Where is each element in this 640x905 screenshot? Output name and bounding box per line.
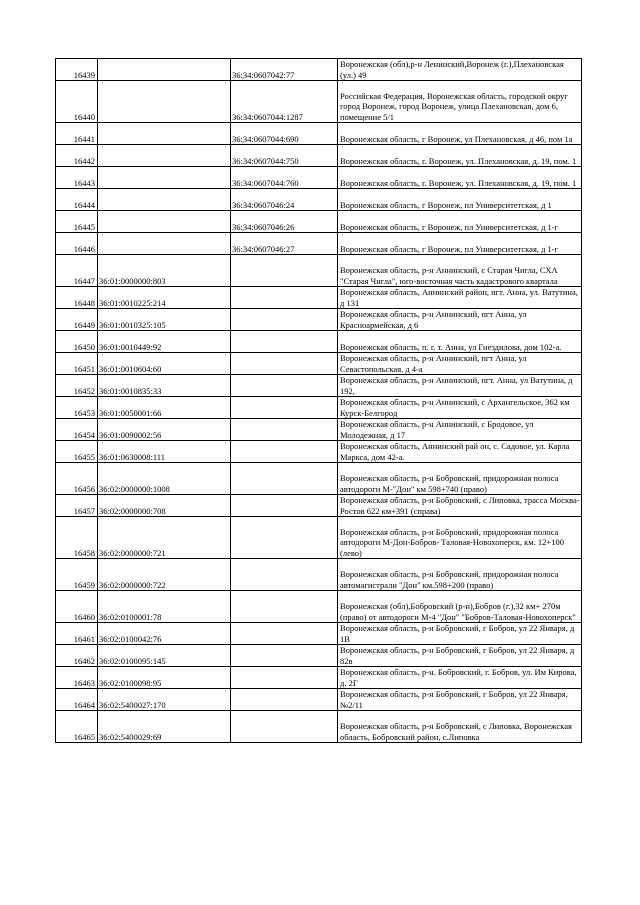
- cadastral-number-alt-cell: 36:34:0607046:26: [231, 211, 338, 233]
- cadastral-number-cell: [98, 145, 231, 167]
- row-number-cell: 16446: [56, 233, 98, 255]
- cadastral-number-cell: [98, 211, 231, 233]
- cadastral-number-cell: [98, 233, 231, 255]
- address-cell: Воронежская (обл),Бобровский (р-н),Бобров (г.),32 км+ 270м (право) от автодороги М-4 "Дон" "Бобров-Таловая-Новохоперск": [338, 591, 582, 623]
- cadastral-number-cell: 36:02:5400029:69: [98, 711, 231, 743]
- table-row: [56, 375, 582, 397]
- address-cell: Воронежская область, Аннинский рай он, с. Садовое, ул. Карла Маркса, дом 42-а.: [338, 441, 582, 463]
- cadastral-number-cell: 36:01:0010325:105: [98, 309, 231, 331]
- address-cell: Воронежская область, г. Воронеж, ул. Плехановская, д. 19, пом. 1: [338, 167, 582, 189]
- table-row: [56, 189, 582, 211]
- cadastral-number-cell: 36:01:0010604:60: [98, 353, 231, 375]
- cadastral-number-cell: 36:02:0000000:708: [98, 495, 231, 517]
- row-number-cell: 16440: [56, 81, 98, 123]
- row-number-cell: 16445: [56, 211, 98, 233]
- cadastral-number-alt-cell: 36:34:0607042:77: [231, 59, 338, 81]
- cadastral-number-cell: 36:02:0100001:78: [98, 591, 231, 623]
- cadastral-number-alt-cell: [231, 517, 338, 559]
- table-row: [56, 645, 582, 667]
- address-cell: Воронежская область, р-н Аннинский, пгт Анна, ул Красноармейская, д 6: [338, 309, 582, 331]
- cadastral-number-cell: 36:02:0100042:76: [98, 623, 231, 645]
- cadastral-number-cell: 36:02:0100098:95: [98, 667, 231, 689]
- address-cell: Воронежская область, р-н. Бобровский, г. Бобров, ул. Им Кирова, д. 2Г: [338, 667, 582, 689]
- table-row: [56, 233, 582, 255]
- table-row: [56, 353, 582, 375]
- cadastral-number-cell: 36:01:0010835:33: [98, 375, 231, 397]
- cadastral-number-alt-cell: [231, 591, 338, 623]
- table-row: [56, 59, 582, 81]
- cadastral-number-cell: 36:01:0050001:66: [98, 397, 231, 419]
- cadastral-number-cell: 36:01:0010225:214: [98, 287, 231, 309]
- row-number-cell: 16441: [56, 123, 98, 145]
- row-number-cell: 16460: [56, 591, 98, 623]
- cadastral-number-cell: [98, 59, 231, 81]
- cadastral-number-alt-cell: [231, 419, 338, 441]
- cadastral-number-cell: [98, 189, 231, 211]
- address-cell: Воронежская область, р-н Аннинский, с Старая Чигла, СХА "Старая Чигла", юго-восточная часть кадастрового квартала: [338, 255, 582, 287]
- cadastral-number-alt-cell: [231, 495, 338, 517]
- cadastral-number-alt-cell: [231, 375, 338, 397]
- row-number-cell: 16463: [56, 667, 98, 689]
- cadastral-number-alt-cell: [231, 255, 338, 287]
- address-cell: Воронежская область, г Воронеж, пл Университетская, д 1-г: [338, 233, 582, 255]
- row-number-cell: 16450: [56, 331, 98, 353]
- row-number-cell: 16442: [56, 145, 98, 167]
- row-number-cell: 16448: [56, 287, 98, 309]
- cadastral-number-alt-cell: [231, 667, 338, 689]
- table-row: [56, 623, 582, 645]
- address-cell: Воронежская область, г Воронеж, пл Университетская, д 1-г: [338, 211, 582, 233]
- row-number-cell: 16456: [56, 463, 98, 495]
- table-row: [56, 463, 582, 495]
- table-row: [56, 711, 582, 743]
- row-number-cell: 16464: [56, 689, 98, 711]
- cadastral-number-cell: [98, 167, 231, 189]
- cadastral-number-alt-cell: [231, 287, 338, 309]
- cadastral-number-alt-cell: [231, 623, 338, 645]
- cadastral-number-cell: [98, 81, 231, 123]
- row-number-cell: 16461: [56, 623, 98, 645]
- cadastral-number-alt-cell: 36:34:0607044:1287: [231, 81, 338, 123]
- table-row: [56, 591, 582, 623]
- table-row: [56, 167, 582, 189]
- cadastral-number-cell: 36:02:0000000:722: [98, 559, 231, 591]
- table-row: [56, 495, 582, 517]
- row-number-cell: 16462: [56, 645, 98, 667]
- table-row: [56, 689, 582, 711]
- address-cell: Воронежская область, г Воронеж, ул Плехановская, д 46, пом 1а: [338, 123, 582, 145]
- cadastral-number-cell: 36:01:0630008:111: [98, 441, 231, 463]
- address-cell: Воронежская область, р-н Аннинский, с Архангельское, 362 км Курск-Белгород: [338, 397, 582, 419]
- cadastral-number-alt-cell: [231, 353, 338, 375]
- address-cell: Воронежская область, р-н Бобровский, с Липовка, Воронежская область, Бобровский район, с.Липовка: [338, 711, 582, 743]
- cadastral-number-cell: [98, 123, 231, 145]
- cadastral-number-alt-cell: [231, 309, 338, 331]
- cadastral-number-alt-cell: [231, 645, 338, 667]
- table-row: [56, 309, 582, 331]
- table-row: [56, 667, 582, 689]
- cadastral-number-cell: 36:01:0090002:56: [98, 419, 231, 441]
- row-number-cell: 16457: [56, 495, 98, 517]
- row-number-cell: 16452: [56, 375, 98, 397]
- table-row: [56, 145, 582, 167]
- cadastral-number-cell: 36:02:5400027:170: [98, 689, 231, 711]
- table-row: [56, 559, 582, 591]
- table-row: [56, 81, 582, 123]
- row-number-cell: 16458: [56, 517, 98, 559]
- cadastral-number-alt-cell: 36:34:0607046:27: [231, 233, 338, 255]
- address-cell: Воронежская область, р-н Аннинский, пгт Анна, ул Севастопольская, д 4-а: [338, 353, 582, 375]
- row-number-cell: 16444: [56, 189, 98, 211]
- row-number-cell: 16465: [56, 711, 98, 743]
- registry-table: [55, 58, 582, 743]
- cadastral-number-alt-cell: [231, 711, 338, 743]
- address-cell: Воронежская (обл),р-н Ленинский,Воронеж (г.),Плехановская (ул.) 49: [338, 59, 582, 81]
- row-number-cell: 16449: [56, 309, 98, 331]
- registry-table-body: [56, 59, 582, 743]
- cadastral-number-alt-cell: [231, 441, 338, 463]
- address-cell: Воронежская область, Аннинский район, пгт. Анна, ул. Ватутина, д 131: [338, 287, 582, 309]
- cadastral-number-cell: 36:02:0000000:1008: [98, 463, 231, 495]
- row-number-cell: 16439: [56, 59, 98, 81]
- row-number-cell: 16447: [56, 255, 98, 287]
- address-cell: Воронежская область, г. Воронеж, ул. Плехановская, д. 19, пом. 1: [338, 145, 582, 167]
- table-row: [56, 419, 582, 441]
- cadastral-number-alt-cell: 36:34:0607044:760: [231, 167, 338, 189]
- row-number-cell: 16455: [56, 441, 98, 463]
- table-row: [56, 123, 582, 145]
- row-number-cell: 16453: [56, 397, 98, 419]
- cadastral-number-alt-cell: [231, 689, 338, 711]
- address-cell: Воронежская область, г Воронеж, пл Университетская, д 1: [338, 189, 582, 211]
- cadastral-number-alt-cell: [231, 559, 338, 591]
- cadastral-number-alt-cell: 36:34:0607044:690: [231, 123, 338, 145]
- row-number-cell: 16454: [56, 419, 98, 441]
- address-cell: Воронежская область, р-н Бобровский, г Бобров, ул 22 Января, №2/11: [338, 689, 582, 711]
- cadastral-number-cell: 36:01:0000000:803: [98, 255, 231, 287]
- address-cell: Воронежская область, р-н Аннинский, пгт. Анна, ул Ватутина, д 192,: [338, 375, 582, 397]
- table-row: [56, 287, 582, 309]
- table-row: [56, 255, 582, 287]
- table-row: [56, 517, 582, 559]
- address-cell: Воронежская область, р-н Бобровский, с Липовка, трасса Москва-Ростов 622 км+391 (справа): [338, 495, 582, 517]
- row-number-cell: 16459: [56, 559, 98, 591]
- cadastral-number-alt-cell: [231, 463, 338, 495]
- row-number-cell: 16443: [56, 167, 98, 189]
- address-cell: Российская Федерация, Воронежская область, городской округ город Воронеж, город Воронеж, улица Плехановская, дом 6, помещение 5/1: [338, 81, 582, 123]
- address-cell: Воронежская область, р-н Аннинский, с Бродовое, ул Молодежная, д 17: [338, 419, 582, 441]
- table-row: [56, 397, 582, 419]
- address-cell: Воронежская область, п. г. т. Анна, ул Гнездилова, дом 102-а.: [338, 331, 582, 353]
- address-cell: Воронежская область, р-н Бобровский, придорожная полоса автомагистрали "Дон" км.598+200 (право): [338, 559, 582, 591]
- table-row: [56, 211, 582, 233]
- row-number-cell: 16451: [56, 353, 98, 375]
- address-cell: Воронежская область, р-н Бобровский, г Бобров, ул 22 Января, д 1В: [338, 623, 582, 645]
- cadastral-number-alt-cell: 36:34:0607044:750: [231, 145, 338, 167]
- cadastral-number-alt-cell: [231, 397, 338, 419]
- address-cell: Воронежская область, р-н Бобровский, придорожная полоса автодороги М-"Дон" км 598+740 (право): [338, 463, 582, 495]
- address-cell: Воронежская область, р-н Бобровский, придорожная полоса автодороги М-Дон-Бобров- Таловая-Новохоперск, км. 12+100 (лево): [338, 517, 582, 559]
- cadastral-number-cell: 36:01:0010449:92: [98, 331, 231, 353]
- address-cell: Воронежская область, р-н Бобровский, г Бобров, ул 22 Января, д 82в: [338, 645, 582, 667]
- cadastral-number-cell: 36:02:0000000:721: [98, 517, 231, 559]
- cadastral-number-cell: 36:02:0100095:145: [98, 645, 231, 667]
- table-row: [56, 331, 582, 353]
- table-row: [56, 441, 582, 463]
- cadastral-number-alt-cell: 36:34:0607046:24: [231, 189, 338, 211]
- cadastral-number-alt-cell: [231, 331, 338, 353]
